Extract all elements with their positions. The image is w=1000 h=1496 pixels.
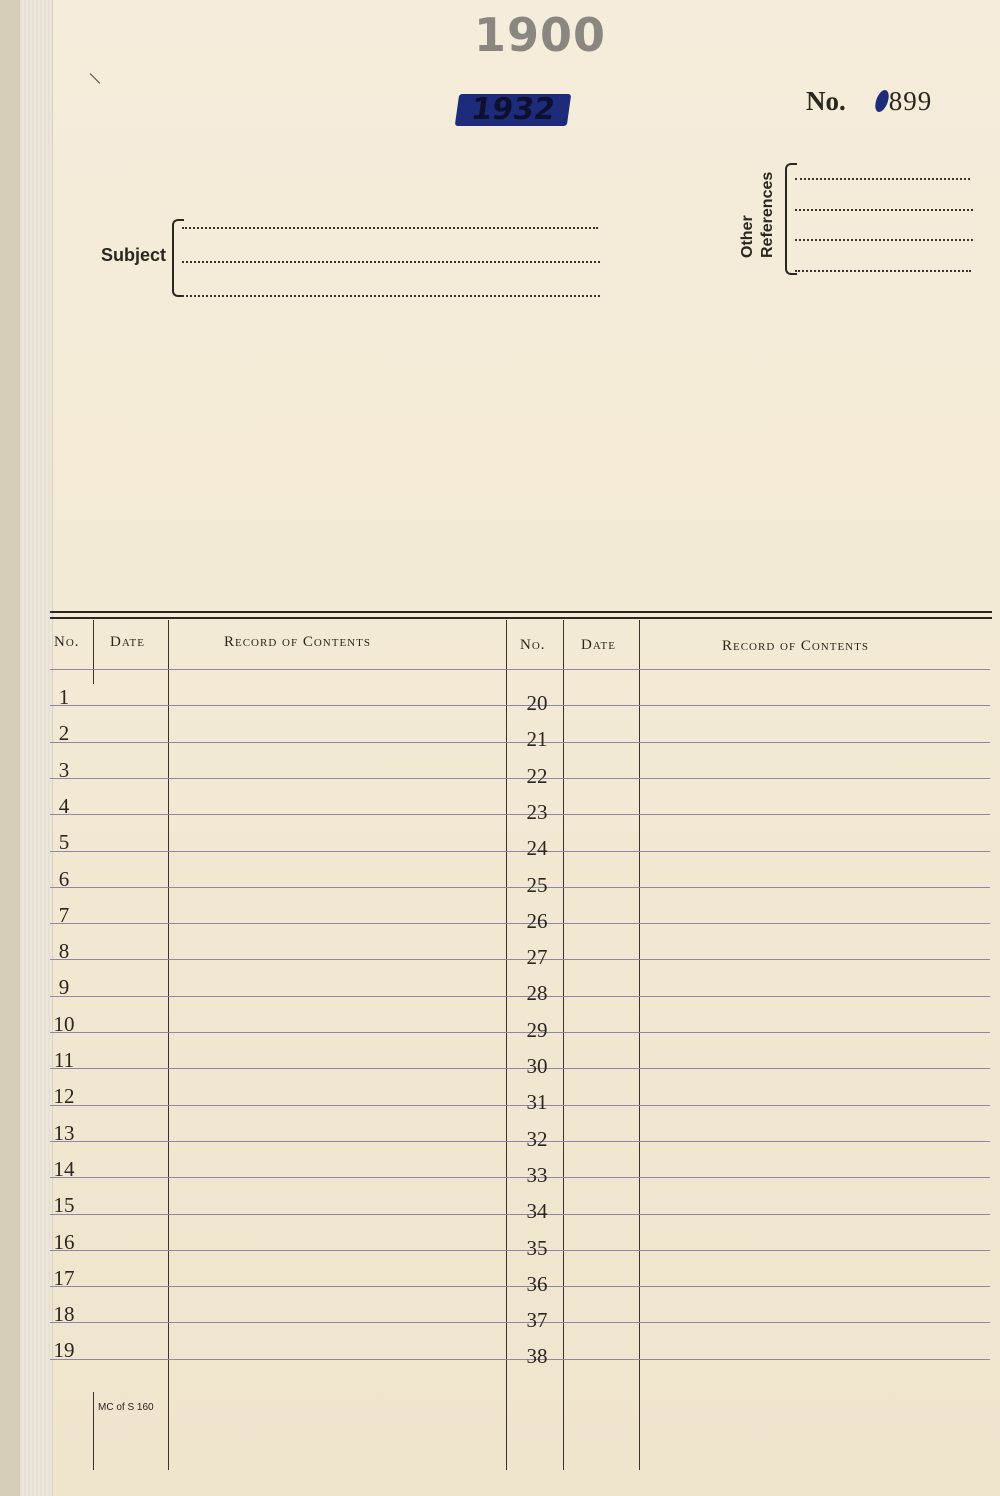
left-row-number: 11	[53, 1048, 75, 1072]
left-header-record: Record of Contents	[224, 634, 371, 650]
right-row-number: 20	[526, 691, 548, 715]
subject-label: Subject	[101, 245, 167, 265]
left-row-number: 1	[58, 685, 70, 709]
left-row-number: 7	[58, 903, 70, 927]
table-top-rule	[50, 617, 992, 619]
left-row-number: 5	[58, 830, 70, 854]
right-row-number: 21	[526, 727, 548, 751]
left-row-number: 9	[58, 975, 70, 999]
right-row-number: 25	[526, 873, 548, 897]
right-row-number: 27	[526, 945, 548, 969]
left-header-date: Date	[110, 634, 145, 650]
left-row-number: 10	[53, 1012, 75, 1036]
left-header-no: No.	[54, 634, 80, 650]
right-row-number: 23	[526, 800, 548, 824]
right-header-no: No.	[520, 637, 546, 653]
right-row-number: 29	[526, 1018, 548, 1042]
left-row-number: 15	[53, 1193, 75, 1217]
reference-line[interactable]	[795, 209, 973, 211]
pencil-mark	[90, 73, 101, 84]
reference-line[interactable]	[795, 239, 973, 241]
table-top-rule	[50, 611, 992, 613]
right-row-number: 30	[526, 1054, 548, 1078]
table-rule	[50, 669, 990, 670]
subject-bracket	[172, 219, 184, 297]
right-row-number: 26	[526, 909, 548, 933]
right-row-number: 37	[526, 1308, 548, 1332]
right-row-number: 34	[526, 1199, 548, 1223]
right-row-number: 28	[526, 981, 548, 1005]
column-divider	[506, 620, 507, 1470]
left-row-number: 16	[53, 1230, 75, 1254]
right-row-number: 22	[526, 764, 548, 788]
left-row-number: 19	[53, 1338, 75, 1362]
left-row-number: 12	[53, 1084, 75, 1108]
file-number-label: No.	[806, 86, 846, 116]
file-number	[806, 86, 932, 117]
right-row-number: 32	[526, 1127, 548, 1151]
subject-line[interactable]	[182, 295, 600, 297]
subject-line[interactable]	[182, 261, 600, 263]
left-row-number: 6	[58, 867, 70, 891]
left-row-number: 2	[58, 721, 70, 745]
subject-line[interactable]	[182, 227, 598, 229]
blue-year-label: 1932	[455, 94, 571, 126]
left-row-number: 4	[58, 794, 70, 818]
left-row-number: 13	[53, 1121, 75, 1145]
column-divider	[563, 620, 564, 1470]
left-row-number: 8	[58, 939, 70, 963]
left-row-number: 17	[53, 1266, 75, 1290]
right-header-record: Record of Contents	[722, 638, 869, 654]
column-divider	[168, 620, 169, 1470]
other-references-line2: References	[759, 171, 776, 258]
file-number-value: 899	[888, 86, 933, 116]
right-header-date: Date	[581, 637, 616, 653]
column-divider	[93, 620, 94, 684]
left-row-number: 3	[58, 758, 70, 782]
reference-line[interactable]	[795, 270, 971, 272]
right-row-number: 31	[526, 1090, 548, 1114]
other-references-line1: Other	[739, 215, 756, 258]
right-row-number: 24	[526, 836, 548, 860]
right-row-number: 36	[526, 1272, 548, 1296]
left-row-number: 18	[53, 1302, 75, 1326]
other-references-label	[738, 172, 778, 258]
right-row-number: 35	[526, 1236, 548, 1260]
column-divider	[639, 620, 640, 1470]
file-number-value-wrap	[876, 86, 933, 116]
reference-line[interactable]	[795, 178, 970, 180]
form-code: MC of S 160	[98, 1402, 154, 1413]
left-row-number: 14	[53, 1157, 75, 1181]
right-row-number: 33	[526, 1163, 548, 1187]
right-row-number: 38	[526, 1344, 548, 1368]
stamp-year: 1900	[474, 8, 607, 62]
column-divider	[93, 1392, 94, 1470]
